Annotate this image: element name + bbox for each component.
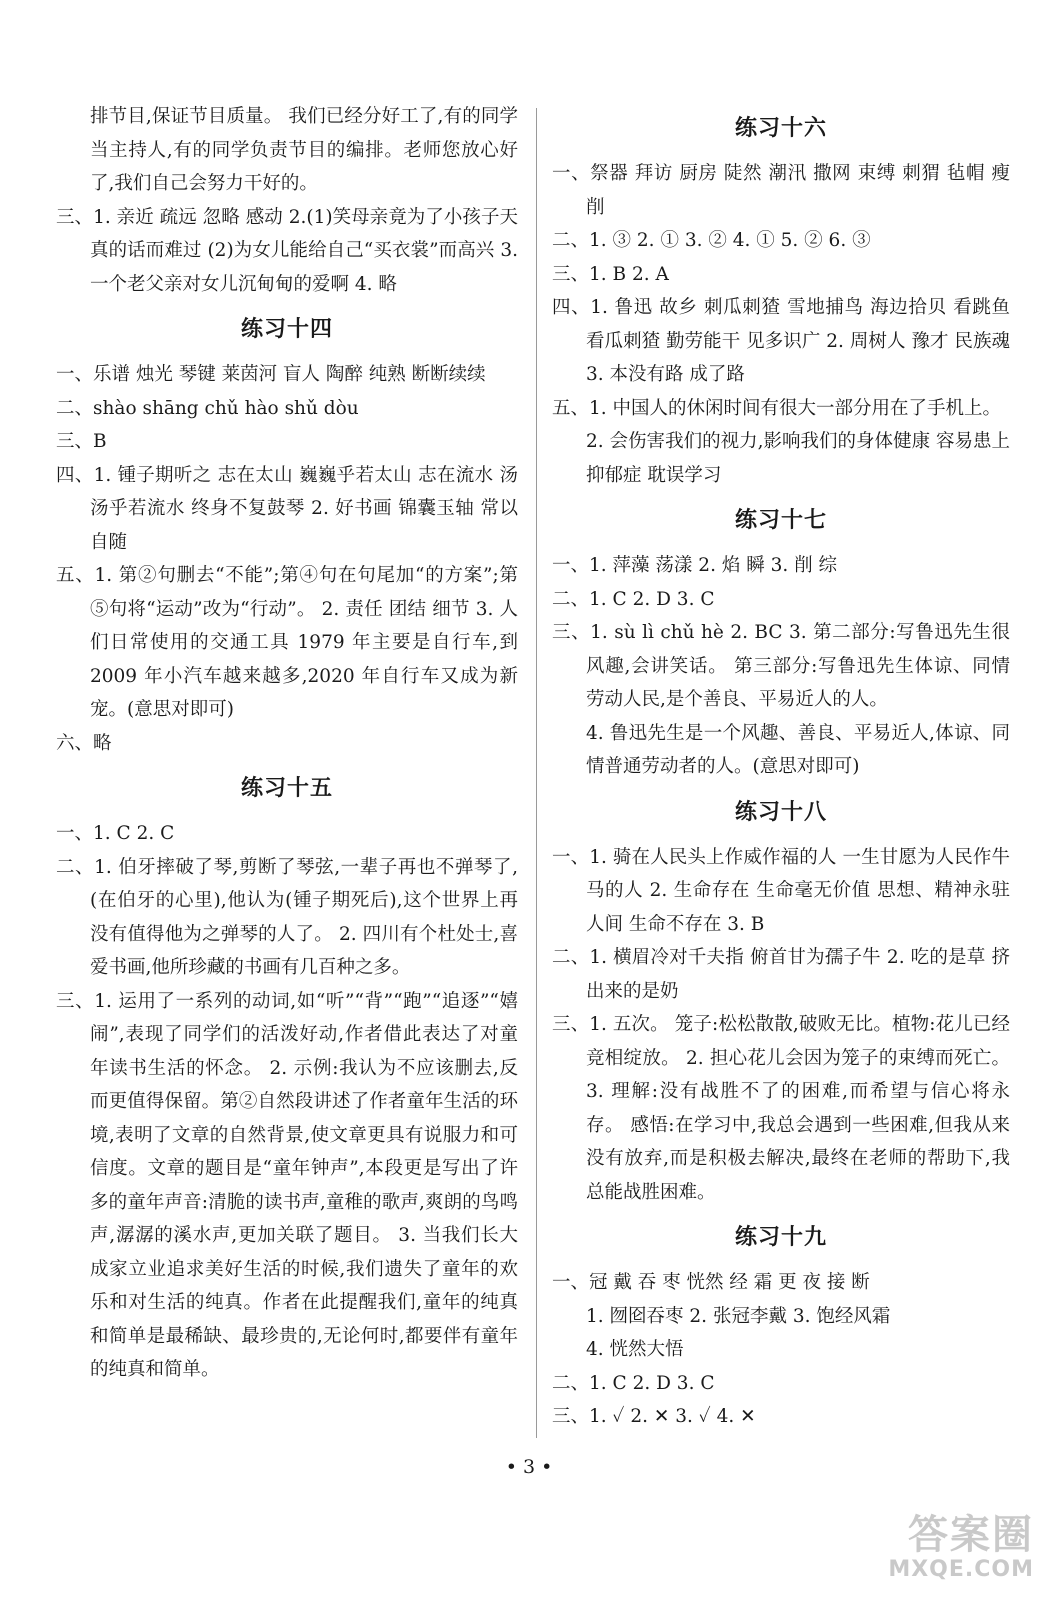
- answer-line: 一、1. 萍藻 荡漾 2. 焰 瞬 3. 削 综: [552, 555, 837, 576]
- watermark-logo: [888, 1513, 1034, 1582]
- answer-line: 六、略: [56, 732, 112, 754]
- answer-line: 二、shào shāng chǔ hào shǔ dòu: [56, 397, 359, 419]
- right-column: [552, 100, 1010, 1434]
- answer-line: 三、B: [56, 431, 107, 452]
- answer-line: 一、祭器 拜访 厨房 陡然 潮汛 撒网 束缚 刺猬 毡帽 瘦削: [552, 163, 1010, 218]
- exercise-title: 练习十四: [240, 317, 333, 342]
- exercise-title: 练习十五: [240, 776, 333, 801]
- answer-line: 三、1. 五次。 笼子:松松散散,破败无比。植物:花儿已经竞相绽放。 2. 担心花儿会因为笼子的束缚而死亡。 3. 理解:没有战胜不了的困难,而希望与信心将永存。 感悟:在学习中,我总会遇到一些困难,但我从来没有放弃,而是积极去解决,最终在老师的帮助下,我总能战胜困难。: [552, 1014, 1010, 1203]
- answer-line: 二、1. C 2. D 3. C: [552, 588, 715, 610]
- watermark-cn: 答案圈: [908, 1512, 1034, 1558]
- answer-line: 一、乐谱 烛光 琴键 莱茵河 盲人 陶醉 纯熟 断断续续: [56, 364, 486, 385]
- answer-line: 一、冠 戴 吞 枣 恍然 经 霜 更 夜 接 断: [552, 1272, 870, 1293]
- answer-line: 四、1. 锺子期听之 志在太山 巍巍乎若太山 志在流水 汤汤乎若流水 终身不复鼓琴 2. 好书画 锦囊玉轴 常以自随: [56, 464, 518, 553]
- answer-line: 一、1. C 2. C: [56, 823, 175, 844]
- answer-line: 一、1. 骑在人民头上作威作福的人 一生甘愿为人民作牛马的人 2. 生命存在 生命毫无价值 思想、精神永驻人间 生命不存在 3. B: [552, 846, 1010, 935]
- exercise-title: 练习十七: [734, 508, 827, 533]
- answer-line: 三、1. sù lì chǔ hè 2. BC 3. 第二部分:写鲁迅先生很风趣,会讲笑话。 第三部分:写鲁迅先生体谅、同情劳动人民,是个善良、平易近人的人。: [552, 622, 1010, 710]
- exercise-title: 练习十八: [734, 799, 827, 825]
- column-divider: [536, 108, 537, 1438]
- answer-line: 4. 恍然大悟: [586, 1339, 684, 1360]
- answer-line: 五、1. 第②句删去“不能”;第④句在句尾加“的方案”;第⑤句将“运动”改为“行动”。 2. 责任 团结 细节 3. 人们日常使用的交通工具 1979 年主要是自行车,到 2009 年小汽车越来越多,2020 年自行车又成为新宠。(意思对即可): [56, 565, 518, 720]
- answer-line: 1. 囫囵吞枣 2. 张冠李戴 3. 饱经风霜: [586, 1305, 891, 1327]
- answer-line: 二、1. C 2. D 3. C: [552, 1372, 715, 1394]
- answer-line: 二、1. 横眉冷对千夫指 俯首甘为孺子牛 2. 吃的是草 挤出来的是奶: [552, 947, 1010, 1002]
- answer-line: 二、1. 伯牙摔破了琴,剪断了琴弦,一辈子再也不弹琴了,(在伯牙的心里),他认为(锺子期死后),这个世界上再没有值得他为之弹琴的人了。 2. 四川有个杜处士,喜爱书画,他所珍藏的书画有几百种之多。: [56, 856, 518, 978]
- answer-line: 四、1. 鲁迅 故乡 刺瓜刺猹 雪地捕鸟 海边拾贝 看跳鱼 看瓜刺猹 勤劳能干 见多识广 2. 周树人 豫才 民族魂 3. 本没有路 成了路: [552, 297, 1010, 385]
- answer-line: 三、1. ✓ 2. ✕ 3. ✓ 4. ✕: [552, 1406, 756, 1427]
- exercise-title: 练习十六: [734, 116, 827, 141]
- left-column: [56, 100, 518, 1387]
- answer-line: 排节目,保证节目质量。 我们已经分好工了,有的同学当主持人,有的同学负责节目的编排。老师您放心好了,我们自己会努力干好的。: [90, 106, 518, 194]
- page-number: • 3 •: [505, 1456, 553, 1478]
- answer-line: 二、1. ③ 2. ① 3. ② 4. ① 5. ② 6. ③: [552, 230, 871, 251]
- answer-line: 三、1. 亲近 疏远 忽略 感动 2.(1)笑母亲竟为了小孩子天真的话而难过 (2)为女儿能给自己“买衣裳”而高兴 3. 一个老父亲对女儿沉甸甸的爱啊 4. 略: [56, 206, 518, 295]
- watermark-en: MXQE.COM: [888, 1557, 1034, 1582]
- answer-line: 2. 会伤害我们的视力,影响我们的身体健康 容易患上抑郁症 耽误学习: [586, 431, 1010, 486]
- answer-line: 三、1. B 2. A: [552, 263, 669, 285]
- answer-line: 五、1. 中国人的休闲时间有很大一部分用在了手机上。: [552, 397, 1002, 419]
- exercise-title: 练习十九: [734, 1225, 827, 1250]
- answer-line: 三、1. 运用了一系列的动词,如“听”“背”“跑”“追逐”“嬉闹”,表现了同学们的活泼好动,作者借此表达了对童年读书生活的怀念。 2. 示例:我认为不应该删去,反而更值得保留。第②自然段讲述了作者童年生活的环境,表明了文章的自然背景,使文章更具有说服力和可信度。文章的题目是“童年钟声”,本段更是写出了许多的童年声音:清脆的读书声,童稚的歌声,爽朗的鸟鸣声,潺潺的溪水声,更加关联了题目。 3. 当我们长大成家立业追求美好生活的时候,我们遗失了童年的欢乐和对生活的纯真。作者在此提醒我们,童年的纯真和简单是最稀缺、最珍贵的,无论何时,都要伴有童年的纯真和简单。: [56, 990, 518, 1380]
- answer-line: 4. 鲁迅先生是一个风趣、善良、平易近人,体谅、同情普通劳动者的人。(意思对即可): [586, 722, 1010, 777]
